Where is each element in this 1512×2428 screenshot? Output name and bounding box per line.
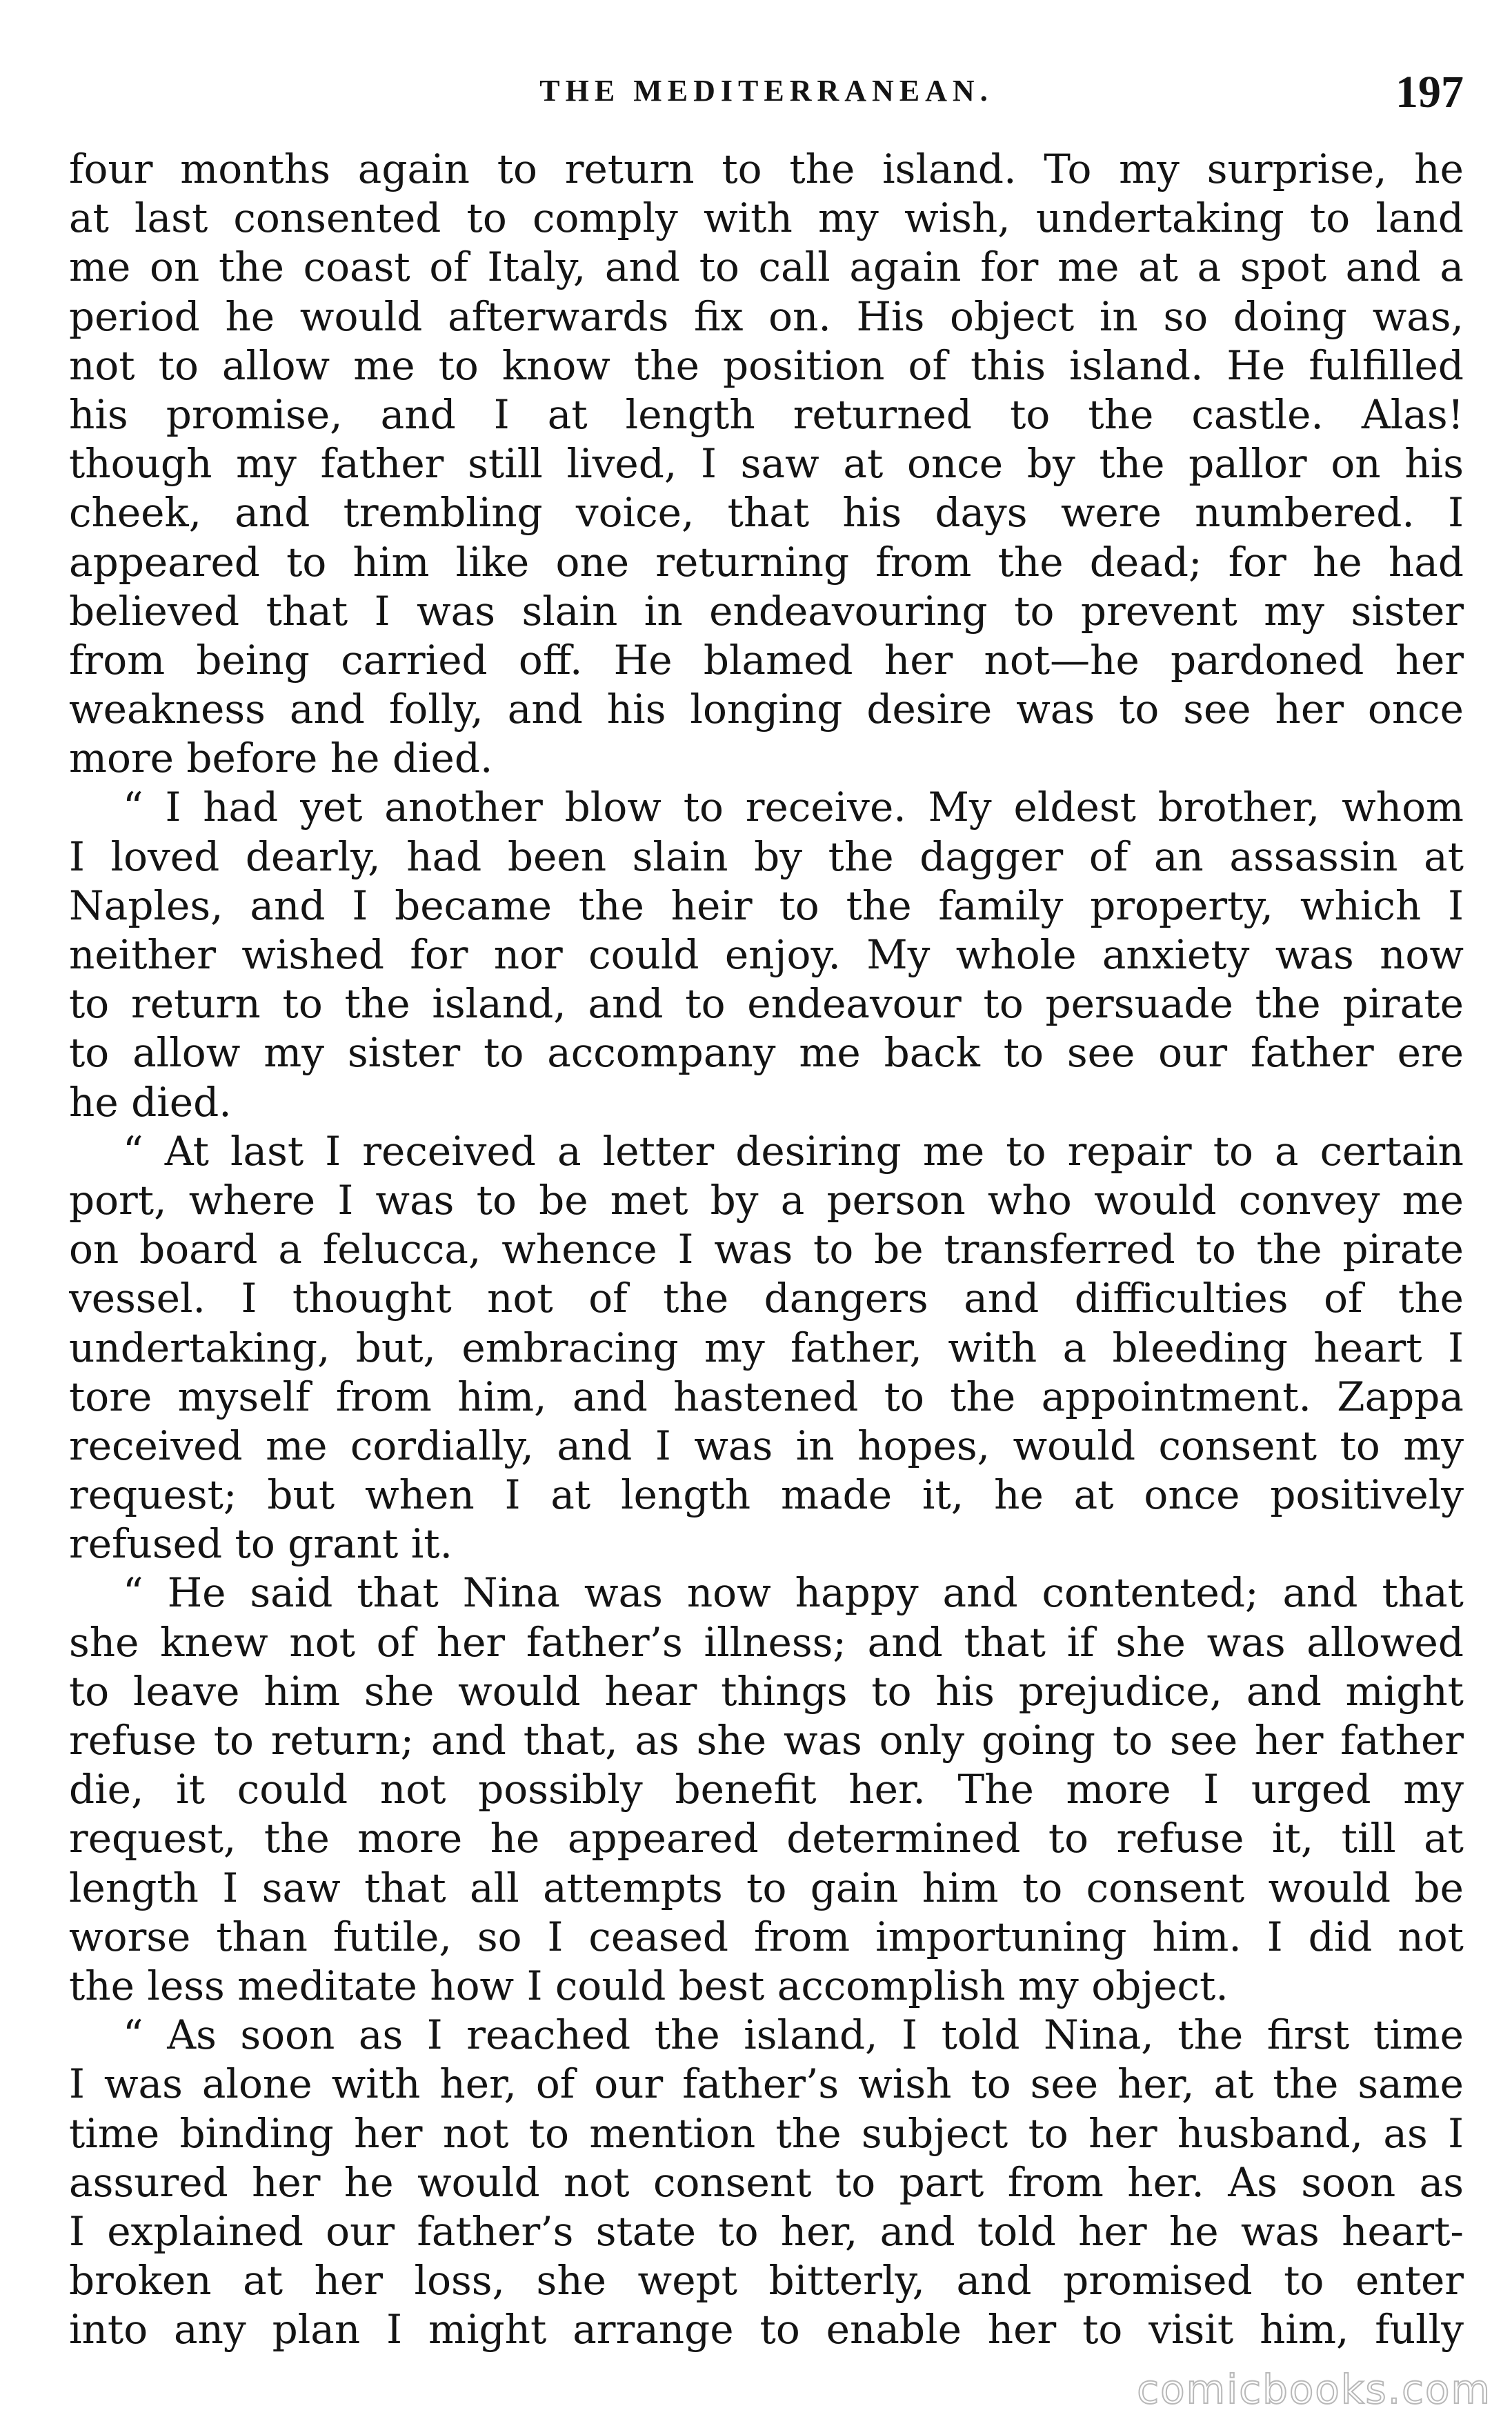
- text-line: at last consented to comply with my wish, undertaking to land: [69, 195, 1464, 242]
- text-line: length I saw that all attempts to gain him to consent would be: [69, 1864, 1464, 1911]
- text-line: worse than futile, so I ceased from importuning him. I did not: [69, 1913, 1464, 1960]
- text-line: to return to the island, and to endeavour to persuade the pirate: [69, 980, 1464, 1028]
- text-line: die, it could not possibly benefit her. The more I urged my: [69, 1766, 1464, 1813]
- text-line: appeared to him like one returning from the dead; for he had: [69, 538, 1464, 586]
- text-line: tore myself from him, and hastened to the appointment. Zappa: [69, 1373, 1464, 1420]
- text-line: assured her he would not consent to part from her. As soon as: [69, 2158, 1464, 2206]
- text-line: request; but when I at length made it, he at once positively: [69, 1471, 1464, 1519]
- body-text: [69, 145, 1464, 2362]
- text-line: into any plan I might arrange to enable her to visit him, fully: [69, 2306, 1464, 2354]
- text-line: undertaking, but, embracing my father, with a bleeding heart I: [69, 1324, 1464, 1371]
- text-line: “ I had yet another blow to receive. My eldest brother, whom: [123, 784, 1464, 831]
- text-line: me on the coast of Italy, and to call again for me at a spot and a: [69, 243, 1464, 291]
- text-line: neither wished for nor could enjoy. My whole anxiety was now: [69, 931, 1464, 978]
- text-line: Naples, and I became the heir to the family property, which I: [69, 882, 1464, 929]
- text-line: though my father still lived, I saw at once by the pallor on his: [69, 440, 1464, 488]
- text-line: I was alone with her, of our father’s wish to see her, at the same: [69, 2060, 1464, 2108]
- running-head: THE MEDITERRANEAN.: [539, 74, 993, 108]
- text-line: four months again to return to the island. To my surprise, he: [69, 146, 1464, 192]
- text-line: on board a felucca, whence I was to be transferred to the pirate: [69, 1226, 1464, 1273]
- text-line: received me cordially, and I was in hopes, would consent to my: [69, 1422, 1464, 1469]
- text-line: vessel. I thought not of the dangers and difficulties of the: [69, 1275, 1464, 1322]
- text-line: to leave him she would hear things to his prejudice, and might: [69, 1667, 1464, 1715]
- text-line: he died.: [69, 1078, 232, 1126]
- text-line: request, the more he appeared determined to refuse it, till at: [69, 1815, 1464, 1862]
- text-line: time binding her not to mention the subject to her husband, as I: [69, 2109, 1464, 2157]
- text-line: I explained our father’s state to her, and told her he was heart-: [69, 2207, 1464, 2255]
- page-number: 197: [1395, 67, 1464, 117]
- text-line: broken at her loss, she wept bitterly, and promised to enter: [69, 2257, 1464, 2305]
- watermark: comicbooks.com: [1137, 2366, 1491, 2413]
- text-line: port, where I was to be met by a person who would convey me: [69, 1176, 1464, 1224]
- text-line: refuse to return; and that, as she was only going to see her father: [69, 1717, 1464, 1764]
- text-line: “ At last I received a letter desiring me to repair to a certain: [123, 1127, 1464, 1175]
- text-line: “ He said that Nina was now happy and contented; and that: [123, 1569, 1464, 1617]
- text-line: I loved dearly, had been slain by the dagger of an assassin at: [69, 833, 1464, 880]
- text-line: believed that I was slain in endeavouring to prevent my sister: [69, 587, 1464, 635]
- text-line: not to allow me to know the position of this island. He fulfilled: [69, 341, 1464, 389]
- text-line: from being carried off. He blamed her not—he pardoned her: [69, 636, 1464, 684]
- text-line: to allow my sister to accompany me back to see our father ere: [69, 1029, 1464, 1077]
- text-line: his promise, and I at length returned to the castle. Alas!: [69, 390, 1464, 438]
- text-line: period he would afterwards fix on. His object in so doing was,: [69, 292, 1464, 340]
- text-line: weakness and folly, and his longing desire was to see her once: [69, 686, 1464, 733]
- page-header: [69, 66, 1464, 128]
- text-line: the less meditate how I could best accomplish my object.: [69, 1962, 1228, 2009]
- text-line: cheek, and trembling voice, that his days were numbered. I: [69, 489, 1464, 537]
- text-line: more before he died.: [69, 735, 493, 782]
- text-line: refused to grant it.: [69, 1520, 453, 1568]
- text-line: “ As soon as I reached the island, I told Nina, the first time: [123, 2011, 1464, 2059]
- text-line: she knew not of her father’s illness; and that if she was allowed: [69, 1618, 1464, 1666]
